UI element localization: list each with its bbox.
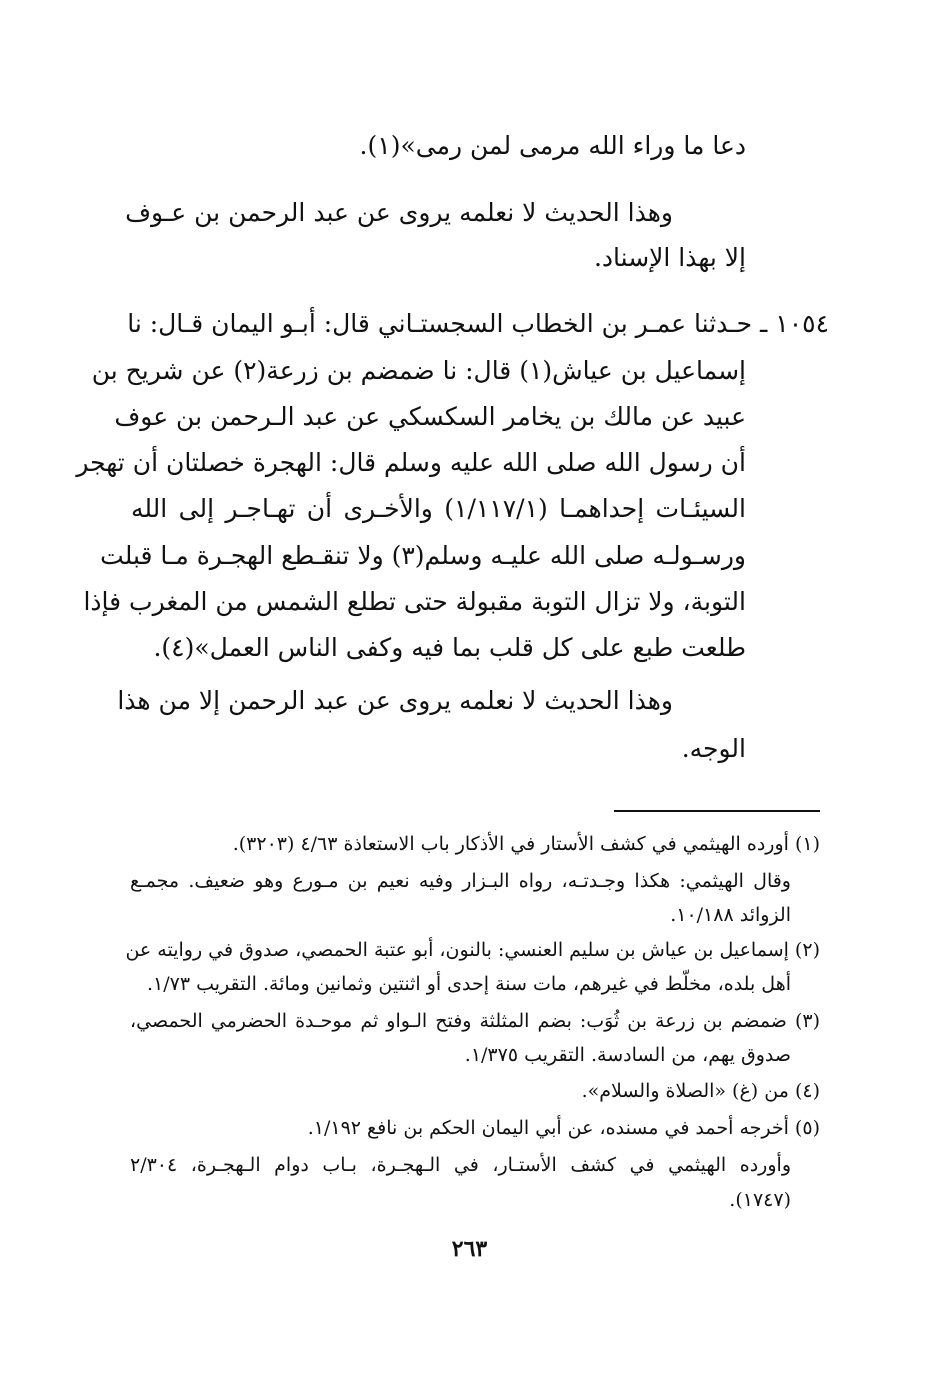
footnote-5-line-1: (٥) أخرجه أحمد في مسنده، عن أبي اليمان الحكم بن نافع ١/١٩٢. xyxy=(307,1117,820,1139)
hadith-1054-line-2: إسماعيل بن عياش(١) قال: نا ضمضم بن زرعة(٢) عن شريح بن xyxy=(91,356,746,385)
footnote-separator xyxy=(614,810,820,812)
main-closing-line-1: وهذا الحديث لا نعلمه يروى عن عبد الرحمن إلا من هذا xyxy=(117,686,673,715)
footnote-1-line-1: (١) أورده الهيثمي في كشف الأستار في الأذكار باب الاستعاذة ٤/٦٣ (٣٢٠٣). xyxy=(232,833,820,855)
page-number: ٢٦٣ xyxy=(451,1236,488,1262)
footnote-3-line-1: (٣) ضمضم بن زرعة بن ثُوَب: بضم المثلثة وفتح الـواو ثم موحـدة الحضرمي الحمصي، xyxy=(130,1010,820,1032)
footnote-4: (٤) من (غ) «الصلاة والسلام». xyxy=(581,1080,820,1102)
main-line-1: دعا ما وراء الله مرمى لمن رمى»(١). xyxy=(359,131,746,160)
footnote-5-line-3: (١٧٤٧). xyxy=(729,1189,791,1211)
hadith-1054-line-7: التوبة، ولا تزال التوبة مقبولة حتى تطلع الشمس من المغرب فإذا xyxy=(83,587,746,616)
hadith-1054-line-1: ١٠٥٤ ـ حـدثنا عمـر بن الخطاب السجستـاني قال: أبـو اليمان قـال: نا xyxy=(127,309,829,338)
footnote-5-line-2: وأورده الهيثمي في كشف الأستـار، في الـهجـرة، بـاب دوام الـهجـرة، ٢/٣٠٤ xyxy=(130,1154,791,1176)
hadith-1054-line-3: عبيد عن مالك بن يخامر السكسكي عن عبد الـرحمن بن عوف xyxy=(114,402,746,431)
main-line-3: إلا بهذا الإسناد. xyxy=(593,243,746,272)
main-closing-line-2: الوجه. xyxy=(681,734,746,763)
footnote-1-line-3: الزوائد ١٠/١٨٨. xyxy=(670,904,791,926)
hadith-1054-line-5: السيئـات إحداهمـا (١/١١٧/١) والأخـرى أن تهـاجـر إلى الله xyxy=(131,494,746,523)
hadith-1054-line-8: طلعت طبع على كل قلب بما فيه وكفى الناس العمل»(٤). xyxy=(153,633,746,662)
footnote-3-line-2: صدوق يهم، من السادسة. التقريب ١/٣٧٥. xyxy=(464,1044,791,1066)
hadith-1054-line-4: أن رسول الله صلى الله عليه وسلم قال: الهجرة خصلتان أن تهجر xyxy=(76,448,746,477)
main-line-2: وهذا الحديث لا نعلمه يروى عن عبد الرحمن بن عـوف xyxy=(125,198,673,227)
footnote-2-line-2: أهل بلده، مخلّط في غيرهم، مات سنة إحدى أو اثنتين وثمانين ومائة. التقريب ١/٧٣. xyxy=(146,973,791,995)
hadith-1054-line-6: ورسـولـه صلى الله عليـه وسلم(٣) ولا تنقـطع الهجـرة مـا قبلت xyxy=(100,541,746,570)
footnote-2-line-1: (٢) إسماعيل بن عياش بن سليم العنسي: بالنون، أبو عتبة الحمصي، صدوق في روايته عن xyxy=(125,939,820,961)
footnote-1-line-2: وقال الهيثمي: هكذا وجـدتـه، رواه البـزار وفيه نعيم بن مـورع وهو ضعيف. مجمـع xyxy=(130,870,791,892)
